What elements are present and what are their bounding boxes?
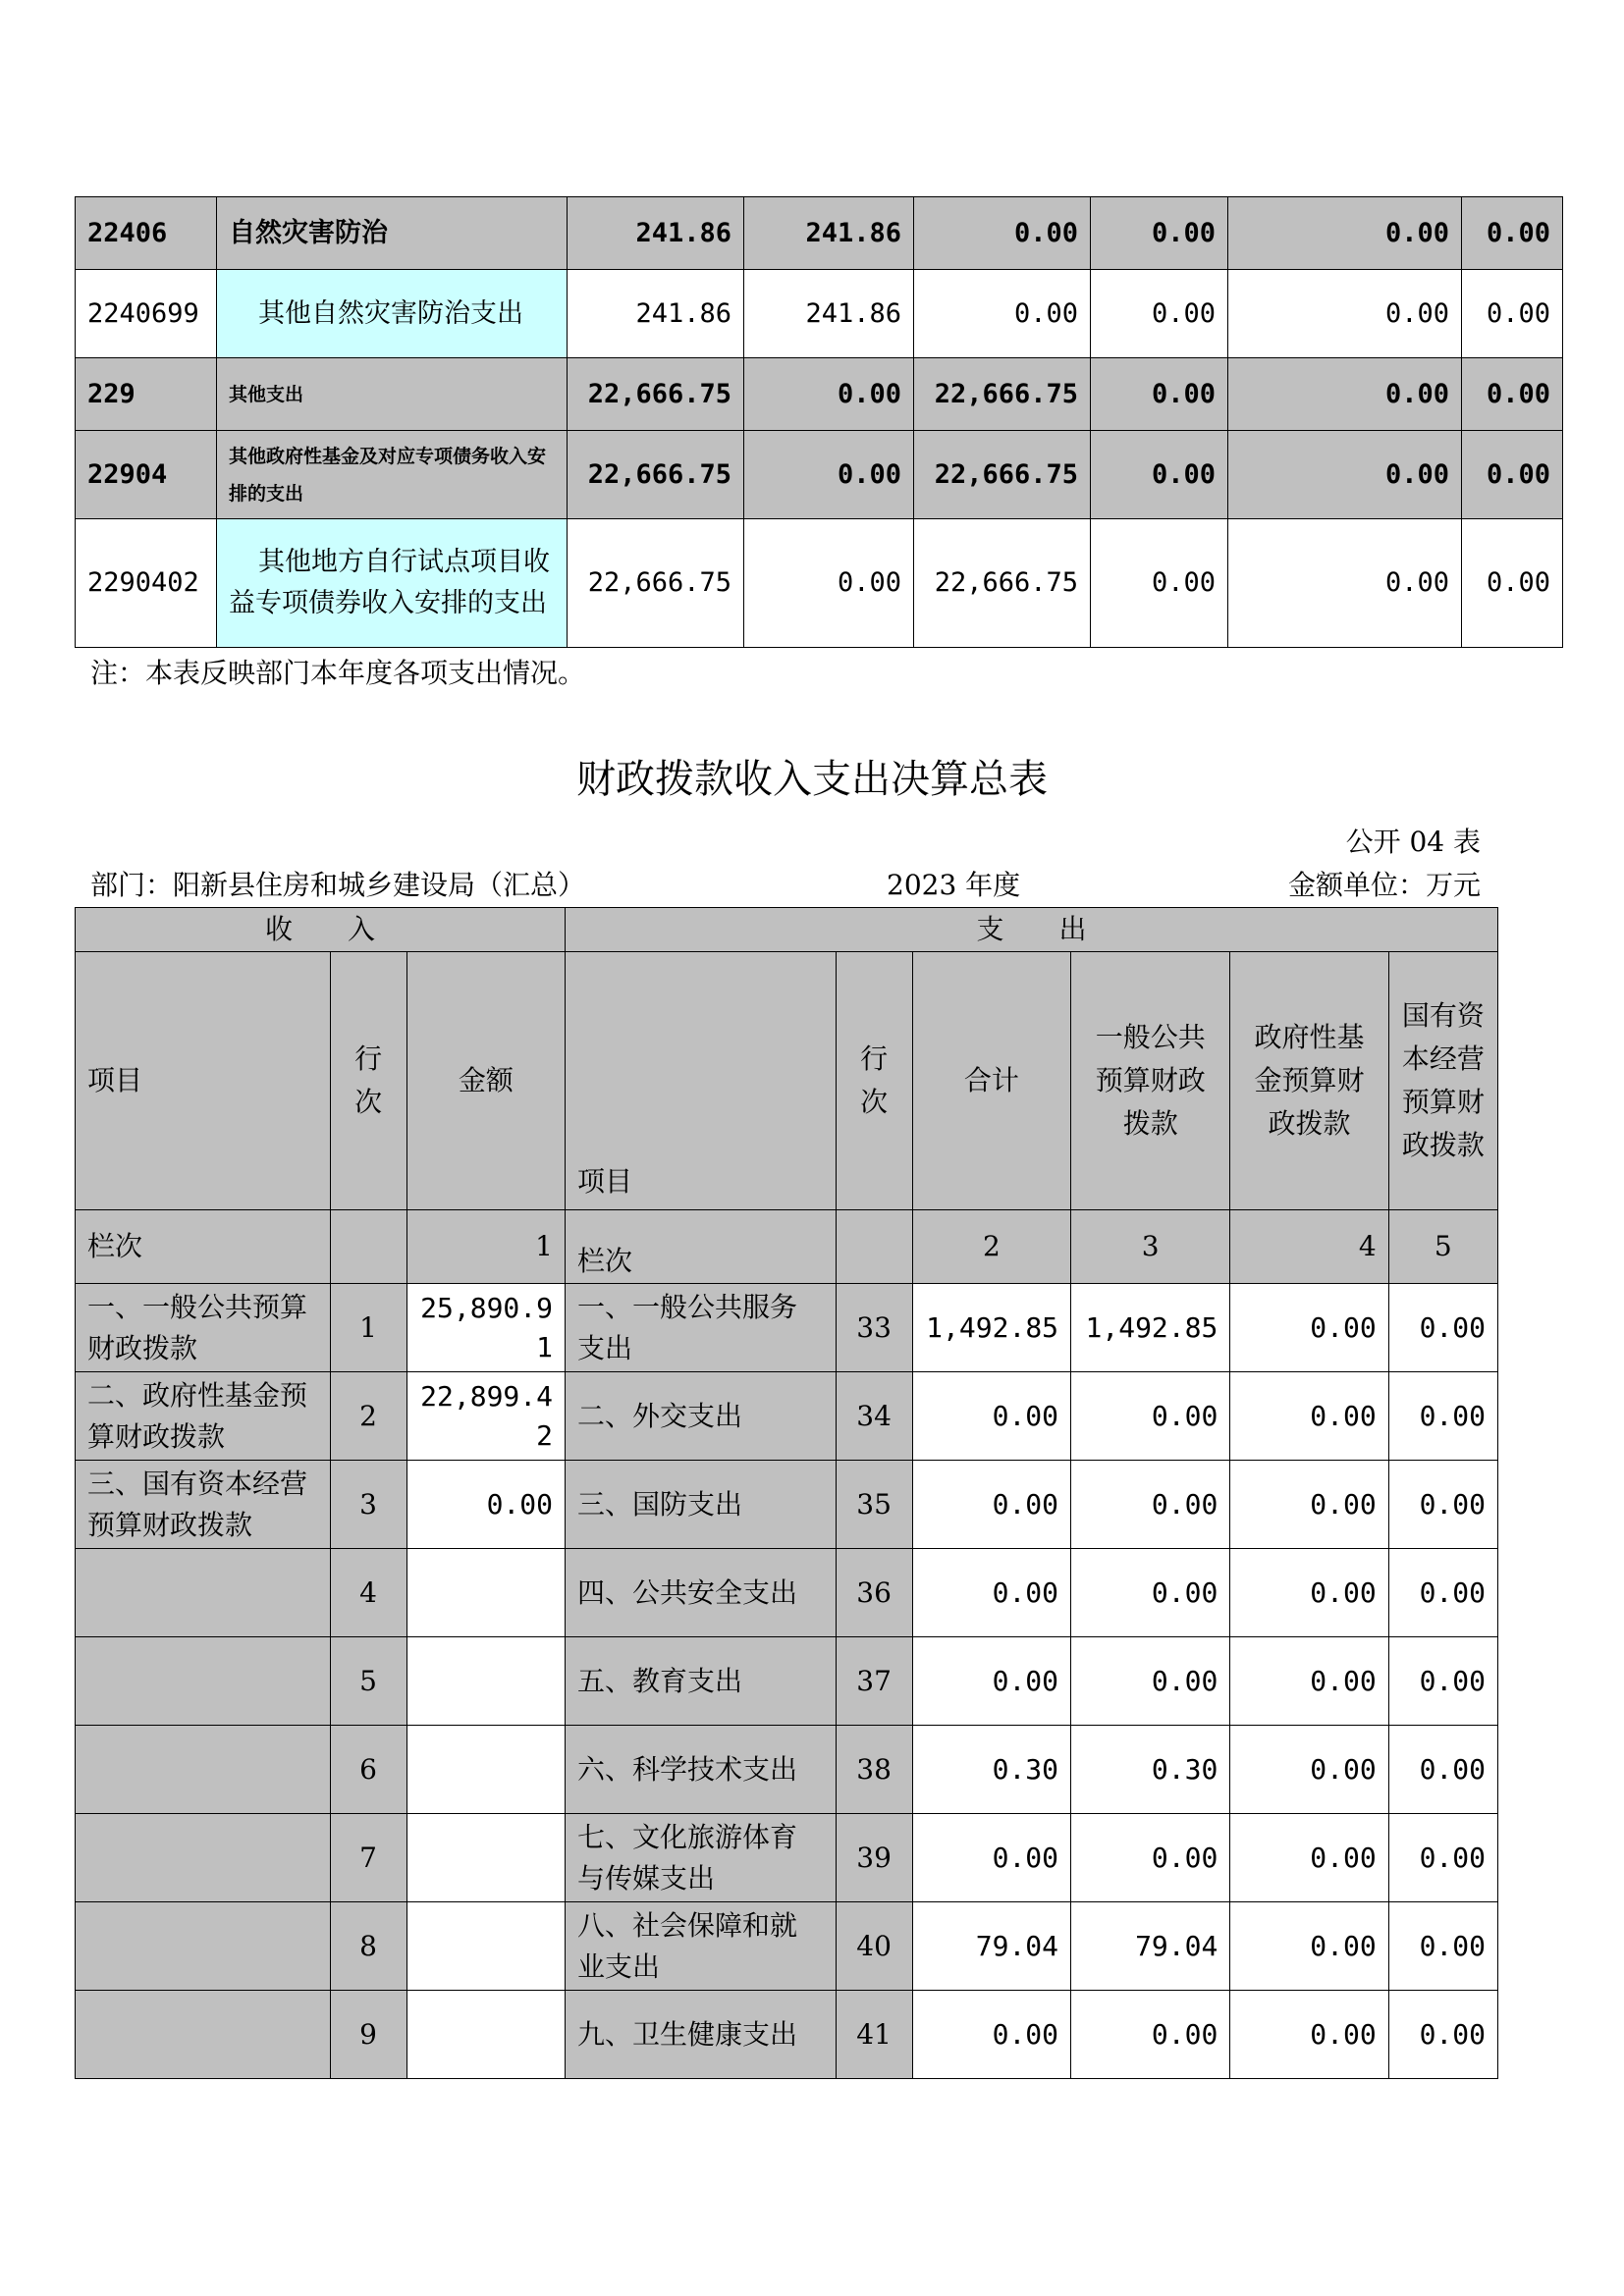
col-line: 行次 — [330, 952, 406, 1210]
col-state: 国有资本经营预算财政拨款 — [1388, 952, 1497, 1210]
expense-total: 0.00 — [912, 1637, 1070, 1726]
table-row — [76, 1814, 1498, 1902]
income-item — [76, 1726, 331, 1814]
income-line: 9 — [330, 1991, 406, 2079]
col-item: 项目 — [76, 952, 331, 1210]
row-name: 其他自然灾害防治支出 — [217, 270, 568, 358]
expense-state: 0.00 — [1388, 1461, 1497, 1549]
expense-item: 六、科学技术支出 — [566, 1726, 837, 1814]
income-amount: 0.00 — [406, 1461, 565, 1549]
income-item — [76, 1549, 331, 1637]
table-row — [76, 197, 1563, 270]
cell-value: 0.00 — [1462, 270, 1563, 358]
expense-state: 0.00 — [1388, 1284, 1497, 1372]
expense-total: 0.00 — [912, 1991, 1070, 2079]
cell-value: 0.00 — [914, 197, 1091, 270]
expense-total: 0.00 — [912, 1814, 1070, 1902]
expense-line: 37 — [836, 1637, 912, 1726]
expense-total: 1,492.85 — [912, 1284, 1070, 1372]
cell-value: 0.00 — [744, 431, 914, 519]
expense-line: 36 — [836, 1549, 912, 1637]
table-row — [76, 1461, 1498, 1549]
expense-general: 0.00 — [1071, 1461, 1230, 1549]
section-header-row — [76, 908, 1498, 952]
expense-item: 一、一般公共服务支出 — [566, 1284, 837, 1372]
expense-item: 八、社会保障和就业支出 — [566, 1902, 837, 1991]
cell-value: 22,666.75 — [914, 519, 1091, 648]
table-row — [76, 1284, 1498, 1372]
table-row — [76, 1726, 1498, 1814]
income-amount — [406, 1902, 565, 1991]
expenditure-table-continued — [75, 196, 1563, 648]
colnum-label2: 栏次 — [566, 1210, 837, 1284]
row-code: 22406 — [76, 197, 217, 270]
cell-value: 22,666.75 — [568, 519, 744, 648]
expense-state: 0.00 — [1388, 1549, 1497, 1637]
expense-line: 38 — [836, 1726, 912, 1814]
expense-fund: 0.00 — [1230, 1549, 1388, 1637]
expense-total: 0.00 — [912, 1372, 1070, 1461]
income-line: 6 — [330, 1726, 406, 1814]
expense-header: 支 出 — [566, 908, 1498, 952]
expense-item: 三、国防支出 — [566, 1461, 837, 1549]
table-row — [76, 1637, 1498, 1726]
table-row — [76, 270, 1563, 358]
colnum-blank — [330, 1210, 406, 1284]
expense-general: 0.00 — [1071, 1549, 1230, 1637]
expense-line: 40 — [836, 1902, 912, 1991]
income-amount — [406, 1814, 565, 1902]
table-row — [76, 431, 1563, 519]
cell-value: 0.00 — [1228, 519, 1462, 648]
cell-value: 0.00 — [1091, 270, 1228, 358]
income-item: 二、政府性基金预算财政拨款 — [76, 1372, 331, 1461]
income-line: 8 — [330, 1902, 406, 1991]
col-item2: 项目 — [566, 952, 837, 1210]
expense-item: 四、公共安全支出 — [566, 1549, 837, 1637]
table-row — [76, 1991, 1498, 2079]
column-header-row — [76, 952, 1498, 1210]
table-row — [76, 358, 1563, 431]
expense-item: 二、外交支出 — [566, 1372, 837, 1461]
department-label: 部门：阳新县住房和城乡建设局（汇总） — [90, 869, 586, 901]
table-row — [76, 1549, 1498, 1637]
expense-state: 0.00 — [1388, 1726, 1497, 1814]
expense-line: 35 — [836, 1461, 912, 1549]
expense-general: 0.30 — [1071, 1726, 1230, 1814]
expense-state: 0.00 — [1388, 1814, 1497, 1902]
cell-value: 0.00 — [1462, 519, 1563, 648]
expense-general: 0.00 — [1071, 1814, 1230, 1902]
income-item — [76, 1991, 331, 2079]
colnum-blank — [836, 1210, 912, 1284]
column-number-row — [76, 1210, 1498, 1284]
table-note: 注：本表反映部门本年度各项支出情况。 — [90, 657, 586, 689]
col-general: 一般公共预算财政拨款 — [1071, 952, 1230, 1210]
table-row — [76, 1902, 1498, 1991]
expense-fund: 0.00 — [1230, 1637, 1388, 1726]
expense-item: 五、教育支出 — [566, 1637, 837, 1726]
expense-fund: 0.00 — [1230, 1726, 1388, 1814]
cell-value: 0.00 — [1228, 431, 1462, 519]
income-header: 收 入 — [76, 908, 566, 952]
expense-general: 79.04 — [1071, 1902, 1230, 1991]
expense-fund: 0.00 — [1230, 1461, 1388, 1549]
row-code: 2290402 — [76, 519, 217, 648]
row-name: 其他地方自行试点项目收益专项债券收入安排的支出 — [217, 519, 568, 648]
cell-value: 22,666.75 — [914, 431, 1091, 519]
fiscal-appropriation-table — [75, 907, 1498, 2079]
col-fund: 政府性基金预算财政拨款 — [1230, 952, 1388, 1210]
cell-value: 241.86 — [568, 197, 744, 270]
cell-value: 22,666.75 — [568, 358, 744, 431]
income-amount — [406, 1549, 565, 1637]
expense-state: 0.00 — [1388, 1991, 1497, 2079]
cell-value: 0.00 — [1228, 270, 1462, 358]
cell-value: 0.00 — [744, 519, 914, 648]
expense-fund: 0.00 — [1230, 1991, 1388, 2079]
row-code: 229 — [76, 358, 217, 431]
colnum-2: 2 — [912, 1210, 1070, 1284]
cell-value: 0.00 — [1091, 519, 1228, 648]
cell-value: 241.86 — [744, 270, 914, 358]
col-line2: 行次 — [836, 952, 912, 1210]
unit-label: 金额单位：万元 — [1287, 869, 1481, 901]
col-total: 合计 — [912, 952, 1070, 1210]
colnum-label: 栏次 — [76, 1210, 331, 1284]
income-item: 一、一般公共预算财政拨款 — [76, 1284, 331, 1372]
expense-item: 九、卫生健康支出 — [566, 1991, 837, 2079]
income-line: 1 — [330, 1284, 406, 1372]
row-code: 22904 — [76, 431, 217, 519]
page-title: 财政拨款收入支出决算总表 — [576, 757, 1048, 802]
cell-value: 241.86 — [568, 270, 744, 358]
income-amount — [406, 1637, 565, 1726]
expense-total: 0.30 — [912, 1726, 1070, 1814]
cell-value: 0.00 — [914, 270, 1091, 358]
expense-total: 0.00 — [912, 1461, 1070, 1549]
expense-state: 0.00 — [1388, 1902, 1497, 1991]
expense-total: 0.00 — [912, 1549, 1070, 1637]
expense-line: 39 — [836, 1814, 912, 1902]
income-line: 2 — [330, 1372, 406, 1461]
expense-line: 34 — [836, 1372, 912, 1461]
income-amount — [406, 1991, 565, 2079]
colnum-1: 1 — [406, 1210, 565, 1284]
expense-fund: 0.00 — [1230, 1814, 1388, 1902]
cell-value: 22,666.75 — [914, 358, 1091, 431]
colnum-5: 5 — [1388, 1210, 1497, 1284]
income-item — [76, 1637, 331, 1726]
income-line: 3 — [330, 1461, 406, 1549]
income-item: 三、国有资本经营预算财政拨款 — [76, 1461, 331, 1549]
table-row — [76, 519, 1563, 648]
table-number: 公开 04 表 — [1345, 826, 1481, 858]
expense-total: 79.04 — [912, 1902, 1070, 1991]
row-name: 其他支出 — [217, 358, 568, 431]
cell-value: 0.00 — [1462, 197, 1563, 270]
expense-general: 0.00 — [1071, 1991, 1230, 2079]
table-row — [76, 1372, 1498, 1461]
income-item — [76, 1814, 331, 1902]
expense-fund: 0.00 — [1230, 1284, 1388, 1372]
col-amount: 金额 — [406, 952, 565, 1210]
expense-general: 0.00 — [1071, 1637, 1230, 1726]
income-line: 4 — [330, 1549, 406, 1637]
expense-general: 1,492.85 — [1071, 1284, 1230, 1372]
cell-value: 0.00 — [1462, 431, 1563, 519]
year-label: 2023 年度 — [887, 869, 1021, 901]
cell-value: 0.00 — [1091, 197, 1228, 270]
income-line: 7 — [330, 1814, 406, 1902]
row-name: 其他政府性基金及对应专项债务收入安排的支出 — [217, 431, 568, 519]
expense-fund: 0.00 — [1230, 1902, 1388, 1991]
expense-line: 33 — [836, 1284, 912, 1372]
expense-line: 41 — [836, 1991, 912, 2079]
colnum-3: 3 — [1071, 1210, 1230, 1284]
cell-value: 0.00 — [744, 358, 914, 431]
cell-value: 0.00 — [1228, 197, 1462, 270]
colnum-4: 4 — [1230, 1210, 1388, 1284]
cell-value: 22,666.75 — [568, 431, 744, 519]
table-body — [76, 1284, 1498, 2079]
expense-fund: 0.00 — [1230, 1372, 1388, 1461]
cell-value: 0.00 — [1462, 358, 1563, 431]
expense-state: 0.00 — [1388, 1372, 1497, 1461]
income-amount: 25,890.91 — [406, 1284, 565, 1372]
cell-value: 241.86 — [744, 197, 914, 270]
row-code: 2240699 — [76, 270, 217, 358]
cell-value: 0.00 — [1091, 358, 1228, 431]
row-name: 自然灾害防治 — [217, 197, 568, 270]
cell-value: 0.00 — [1091, 431, 1228, 519]
cell-value: 0.00 — [1228, 358, 1462, 431]
income-amount: 22,899.42 — [406, 1372, 565, 1461]
income-item — [76, 1902, 331, 1991]
expense-state: 0.00 — [1388, 1637, 1497, 1726]
expense-item: 七、文化旅游体育与传媒支出 — [566, 1814, 837, 1902]
income-line: 5 — [330, 1637, 406, 1726]
income-amount — [406, 1726, 565, 1814]
expense-general: 0.00 — [1071, 1372, 1230, 1461]
